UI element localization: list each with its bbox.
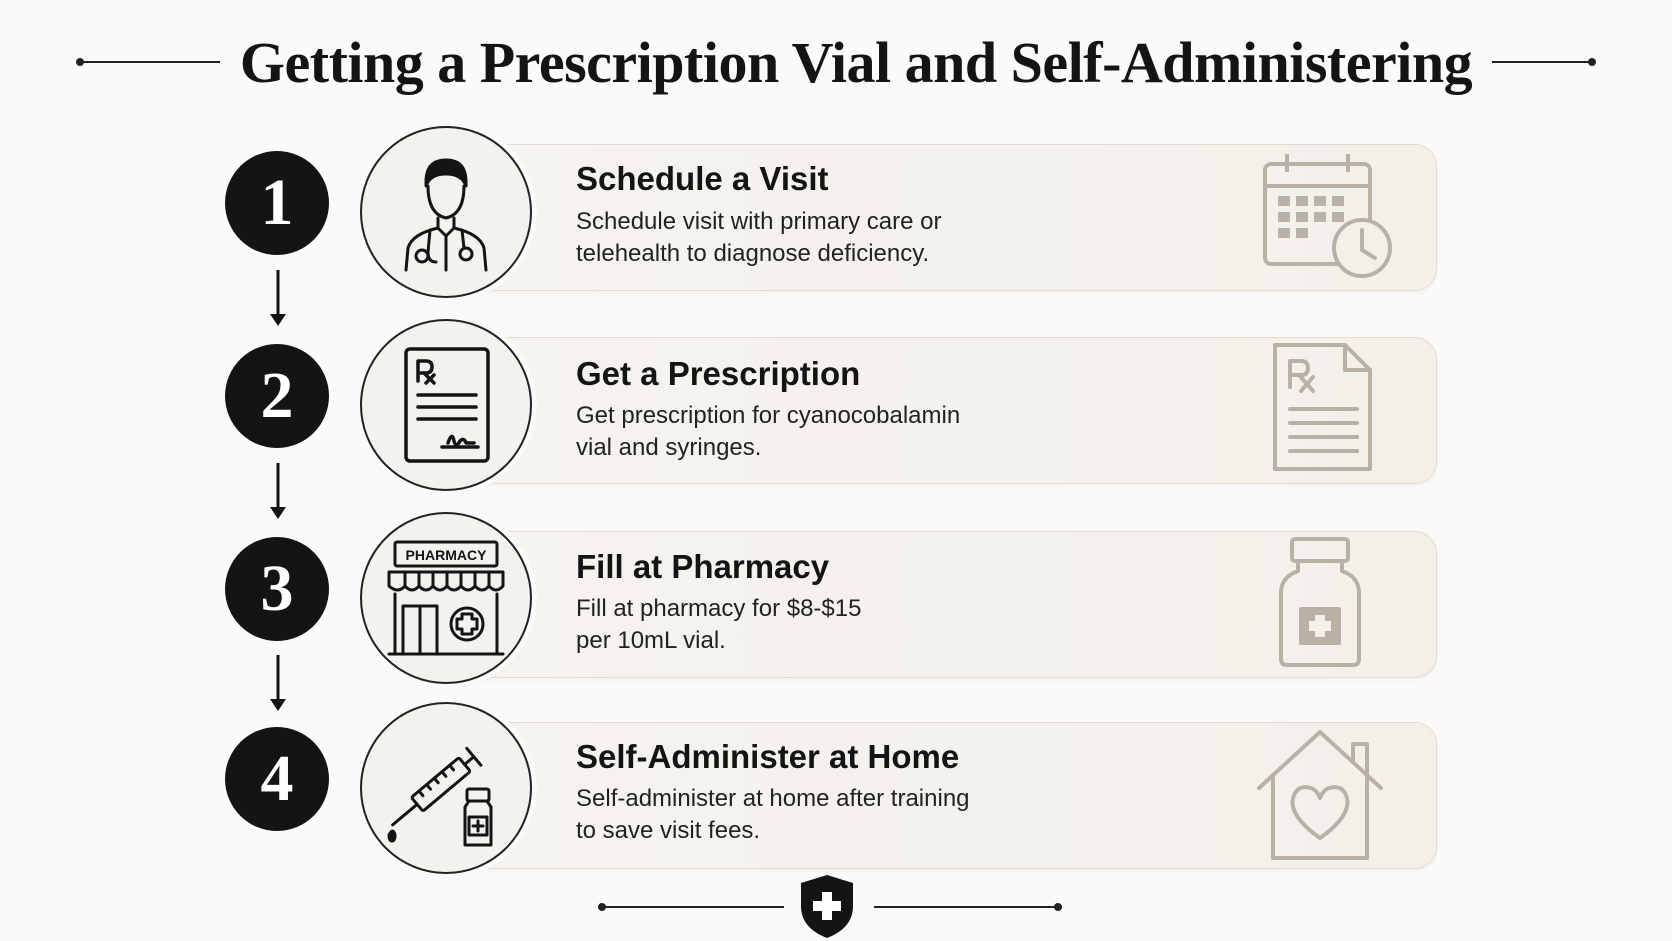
- calendar-clock-icon: [1245, 144, 1395, 294]
- footer-rule-left: [602, 906, 784, 908]
- step-title-1: Schedule a Visit: [576, 160, 829, 197]
- rx-document-icon: [1245, 337, 1395, 487]
- step-desc-2-line-1: Get prescription for cyanocobalamin: [576, 402, 961, 429]
- shield-cross-icon: [797, 872, 857, 940]
- pharmacy-storefront-icon: [381, 538, 511, 658]
- step-title-3: Fill at Pharmacy: [576, 548, 830, 585]
- step-icon-circle-4: [360, 702, 532, 874]
- step-desc-4: [576, 783, 1096, 847]
- step-desc-3: [576, 593, 1096, 657]
- prescription-pad-icon: [386, 345, 506, 465]
- doctor-icon: [386, 152, 506, 272]
- step-title-2: Get a Prescription: [576, 355, 861, 392]
- step-number-1: 1: [225, 151, 329, 255]
- step-desc-4-line-2: to save visit fees.: [576, 817, 761, 844]
- step-desc-1-line-1: Schedule visit with primary care or: [576, 208, 942, 235]
- step-desc-3-line-1: Fill at pharmacy for $8-$15: [576, 595, 862, 622]
- title-rule-left: [80, 61, 220, 63]
- step-desc-1-line-2: telehealth to diagnose deficiency.: [576, 240, 930, 267]
- step-number-2: 2: [225, 344, 329, 448]
- step-desc-2-line-2: vial and syringes.: [576, 434, 762, 461]
- step-title-4: Self-Administer at Home: [576, 738, 960, 775]
- arrow-down-icon: [268, 655, 288, 713]
- title-row: [0, 22, 1672, 102]
- step-icon-circle-1: [360, 126, 532, 298]
- step-number-3: 3: [225, 537, 329, 641]
- step-desc-4-line-1: Self-administer at home after training: [576, 785, 970, 812]
- step-number-4: 4: [225, 727, 329, 831]
- arrow-down-icon: [268, 463, 288, 521]
- step-desc-3-line-2: per 10mL vial.: [576, 627, 726, 654]
- page-title: Getting a Prescription Vial and Self-Administering: [239, 29, 1473, 95]
- footer-rule-right: [874, 906, 1058, 908]
- step-desc-2: [576, 400, 1096, 464]
- home-heart-icon: [1245, 722, 1395, 872]
- medicine-bottle-icon: [1245, 531, 1395, 681]
- syringe-vial-icon: [381, 723, 511, 853]
- step-icon-circle-3: [360, 512, 532, 684]
- title-rule-right: [1492, 61, 1592, 63]
- step-desc-1: [576, 206, 1096, 270]
- step-icon-circle-2: [360, 319, 532, 491]
- footer-dot-right: [1054, 903, 1062, 911]
- arrow-down-icon: [268, 270, 288, 328]
- pharmacy-sign-text: PHARMACY: [405, 547, 487, 563]
